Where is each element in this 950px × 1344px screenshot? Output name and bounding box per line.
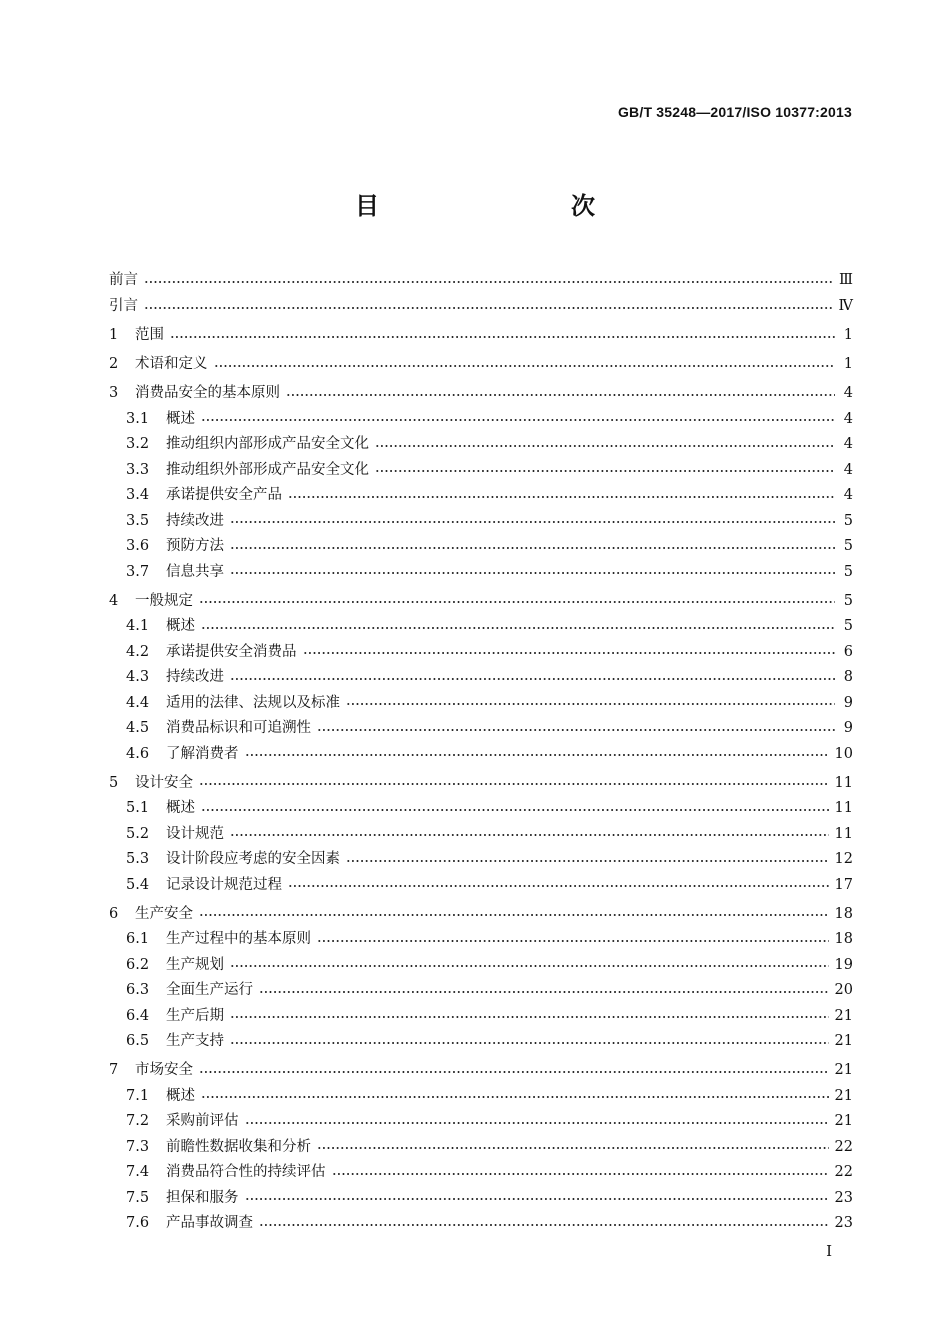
toc-entry[interactable]: [109, 770, 853, 796]
toc-entry-page: 4: [843, 487, 853, 504]
toc-entry-number: 4: [109, 592, 119, 609]
toc-entry-label: 生产规划: [166, 956, 224, 973]
table-of-contents: [109, 267, 853, 1236]
dot-leader: [332, 1173, 829, 1175]
toc-entry-number: 3.3: [126, 461, 150, 478]
toc-entry-page: 21: [834, 1087, 853, 1104]
toc-entry-label: 概述: [166, 1087, 195, 1104]
toc-entry-page: 18: [834, 931, 853, 948]
toc-entry-page: 23: [834, 1189, 853, 1206]
dot-leader: [303, 652, 836, 654]
dot-leader: [317, 1147, 829, 1149]
toc-entry-number: 3: [109, 385, 119, 401]
toc-entry-label: 生产过程中的基本原则: [166, 931, 311, 948]
toc-entry-label: 担保和服务: [166, 1189, 239, 1206]
toc-entry-label: 前瞻性数据收集和分析: [166, 1138, 311, 1155]
dot-leader: [259, 991, 829, 993]
dot-leader: [201, 419, 835, 421]
toc-entry[interactable]: [109, 1057, 853, 1083]
toc-entry-number: 3.6: [126, 538, 150, 555]
toc-entry[interactable]: [109, 1109, 853, 1135]
toc-entry-label: 推动组织外部形成产品安全文化: [166, 461, 369, 478]
dot-leader: [245, 1122, 829, 1124]
toc-entry-label: 术语和定义: [135, 356, 208, 372]
toc-entry-page: 22: [834, 1164, 853, 1181]
dot-leader: [230, 572, 835, 574]
toc-entry-number: 7.6: [126, 1215, 150, 1232]
dot-leader: [199, 1071, 829, 1073]
toc-entry[interactable]: [109, 322, 853, 348]
toc-entry-number: 5: [109, 774, 119, 791]
toc-entry[interactable]: [109, 978, 853, 1004]
toc-entry-label: 采购前评估: [166, 1113, 239, 1130]
toc-entry-page: 20: [834, 982, 853, 999]
toc-entry[interactable]: [109, 457, 853, 483]
toc-entry-number: 4.2: [126, 643, 150, 660]
dot-leader: [317, 729, 835, 731]
dot-leader: [199, 783, 829, 785]
toc-entry-label: 引言: [109, 298, 138, 314]
toc-entry-label: 持续改进: [166, 512, 224, 529]
toc-entry[interactable]: [109, 1029, 853, 1055]
toc-entry-page: 22: [834, 1138, 853, 1155]
dot-leader: [288, 496, 835, 498]
toc-entry-label: 承诺提供安全消费品: [166, 643, 297, 660]
toc-entry-page: 4: [843, 385, 853, 401]
toc-entry-label: 前言: [109, 272, 138, 288]
toc-entry[interactable]: [109, 267, 853, 293]
standard-number: GB/T 35248—2017/ISO 10377:2013: [617, 104, 852, 120]
dot-leader: [317, 940, 829, 942]
toc-entry-number: 7.2: [126, 1113, 150, 1130]
toc-entry-number: 7.4: [126, 1164, 150, 1181]
toc-entry[interactable]: [109, 406, 853, 432]
toc-entry-page: 9: [843, 720, 853, 737]
toc-entry-page: 11: [834, 800, 853, 817]
toc-entry-number: 6: [109, 905, 119, 922]
toc-entry[interactable]: [109, 741, 853, 767]
toc-entry[interactable]: [109, 1003, 853, 1029]
dot-leader: [230, 965, 829, 967]
dot-leader: [230, 547, 835, 549]
toc-entry[interactable]: [109, 293, 853, 319]
toc-entry[interactable]: [109, 559, 853, 585]
dot-leader: [201, 809, 829, 811]
dot-leader: [346, 703, 835, 705]
toc-entry-page: 5: [843, 563, 853, 580]
dot-leader: [245, 754, 829, 756]
toc-entry-label: 消费品符合性的持续评估: [166, 1164, 326, 1181]
toc-entry-label: 了解消费者: [166, 745, 239, 762]
toc-entry-page: 17: [834, 876, 853, 893]
toc-entry-number: 6.1: [126, 931, 150, 948]
toc-entry-label: 消费品标识和可追溯性: [166, 720, 311, 737]
toc-entry-label: 产品事故调查: [166, 1215, 253, 1232]
toc-entry-page: 5: [843, 538, 853, 555]
toc-entry-label: 承诺提供安全产品: [166, 487, 282, 504]
page-number: I: [826, 1242, 832, 1260]
toc-entry-number: 4.4: [126, 694, 150, 711]
toc-entry-number: 4.3: [126, 669, 150, 686]
toc-entry[interactable]: [109, 716, 853, 742]
toc-entry[interactable]: [109, 1134, 853, 1160]
toc-entry-label: 消费品安全的基本原则: [135, 385, 280, 401]
toc-entry-page: 1: [843, 327, 853, 343]
toc-entry-page: 5: [843, 618, 853, 635]
toc-entry-number: 6.2: [126, 956, 150, 973]
dot-leader: [199, 914, 829, 916]
dot-leader: [230, 1016, 829, 1018]
toc-entry-number: 4.5: [126, 720, 150, 737]
toc-entry[interactable]: [109, 1160, 853, 1186]
toc-entry-label: 预防方法: [166, 538, 224, 555]
dot-leader: [245, 1198, 829, 1200]
dot-leader: [214, 365, 836, 367]
toc-entry-number: 3.4: [126, 487, 150, 504]
dot-leader: [230, 678, 835, 680]
toc-entry-number: 5.4: [126, 876, 150, 893]
dot-leader: [144, 281, 833, 283]
toc-entry-page: 11: [834, 825, 853, 842]
toc-entry-number: 6.3: [126, 982, 150, 999]
dot-leader: [346, 860, 829, 862]
dot-leader: [375, 445, 835, 447]
dot-leader: [375, 470, 835, 472]
toc-entry-number: 5.1: [126, 800, 150, 817]
toc-entry-label: 信息共享: [166, 563, 224, 580]
dot-leader: [286, 394, 835, 396]
toc-entry-page: 18: [834, 905, 853, 922]
toc-entry[interactable]: [109, 901, 853, 927]
toc-entry[interactable]: [109, 952, 853, 978]
toc-entry-page: 1: [843, 356, 853, 372]
toc-entry-page: 21: [834, 1007, 853, 1024]
toc-entry-page: 19: [834, 956, 853, 973]
page-title: 目 次: [355, 191, 643, 220]
dot-leader: [230, 834, 829, 836]
dot-leader: [230, 521, 835, 523]
dot-leader: [199, 601, 835, 603]
toc-entry-label: 生产安全: [135, 905, 193, 922]
toc-entry-page: 21: [834, 1062, 853, 1078]
dot-leader: [144, 307, 833, 309]
toc-entry-number: 1: [109, 327, 119, 343]
toc-entry[interactable]: [109, 380, 853, 406]
toc-entry-number: 3.2: [126, 436, 150, 453]
toc-entry-page: 21: [834, 1033, 853, 1050]
dot-leader: [259, 1224, 829, 1226]
toc-entry-label: 设计安全: [135, 774, 193, 791]
toc-entry-number: 3.5: [126, 512, 150, 529]
toc-entry-number: 6.4: [126, 1007, 150, 1024]
toc-entry-label: 概述: [166, 410, 195, 427]
toc-entry-label: 持续改进: [166, 669, 224, 686]
toc-entry[interactable]: [109, 872, 853, 898]
dot-leader: [170, 336, 835, 338]
toc-entry-label: 市场安全: [135, 1062, 193, 1078]
toc-entry-label: 设计阶段应考虑的安全因素: [166, 851, 340, 868]
dot-leader: [230, 1042, 829, 1044]
toc-entry-page: 8: [843, 669, 853, 686]
toc-entry-label: 推动组织内部形成产品安全文化: [166, 436, 369, 453]
toc-entry-number: 5.3: [126, 851, 150, 868]
toc-entry-page: 4: [843, 410, 853, 427]
toc-entry-label: 生产后期: [166, 1007, 224, 1024]
toc-entry-label: 设计规范: [166, 825, 224, 842]
toc-entry[interactable]: [109, 351, 853, 377]
toc-entry-page: 23: [834, 1215, 853, 1232]
toc-entry-number: 5.2: [126, 825, 150, 842]
toc-entry[interactable]: [109, 508, 853, 534]
toc-entry-page: 4: [843, 436, 853, 453]
toc-entry-label: 范围: [135, 327, 164, 343]
toc-entry-number: 7.3: [126, 1138, 150, 1155]
dot-leader: [288, 885, 829, 887]
toc-entry-label: 适用的法律、法规以及标准: [166, 694, 340, 711]
toc-entry-number: 4.1: [126, 618, 150, 635]
toc-entry-page: 6: [843, 643, 853, 660]
toc-entry-page: Ⅲ: [839, 272, 853, 288]
dot-leader: [201, 1096, 829, 1098]
toc-entry-page: 11: [834, 774, 853, 791]
toc-entry-number: 6.5: [126, 1033, 150, 1050]
toc-entry-number: 2: [109, 356, 119, 372]
toc-entry[interactable]: [109, 432, 853, 458]
toc-entry-label: 全面生产运行: [166, 982, 253, 999]
toc-entry[interactable]: [109, 1083, 853, 1109]
toc-entry-page: Ⅳ: [838, 298, 853, 314]
toc-entry-number: 3.7: [126, 563, 150, 580]
toc-entry-number: 3.1: [126, 410, 150, 427]
toc-entry-page: 21: [834, 1113, 853, 1130]
toc-entry-number: 7: [109, 1062, 119, 1078]
toc-entry-label: 概述: [166, 800, 195, 817]
toc-entry-number: 7.1: [126, 1087, 150, 1104]
toc-entry-label: 生产支持: [166, 1033, 224, 1050]
toc-entry[interactable]: [109, 588, 853, 614]
toc-entry-label: 概述: [166, 618, 195, 635]
toc-entry-page: 10: [834, 745, 853, 762]
toc-entry[interactable]: [109, 534, 853, 560]
toc-entry[interactable]: [109, 796, 853, 822]
toc-entry-page: 9: [843, 694, 853, 711]
toc-entry[interactable]: [109, 483, 853, 509]
toc-entry-label: 一般规定: [135, 592, 193, 609]
toc-entry[interactable]: [109, 614, 853, 640]
toc-entry-page: 12: [834, 851, 853, 868]
toc-entry[interactable]: [109, 927, 853, 953]
toc-entry-number: 7.5: [126, 1189, 150, 1206]
toc-entry-page: 4: [843, 461, 853, 478]
toc-entry[interactable]: [109, 821, 853, 847]
toc-entry-page: 5: [843, 512, 853, 529]
toc-entry[interactable]: [109, 847, 853, 873]
toc-entry-page: 5: [843, 592, 853, 609]
toc-entry-label: 记录设计规范过程: [166, 876, 282, 893]
toc-entry[interactable]: [109, 639, 853, 665]
dot-leader: [201, 627, 835, 629]
toc-entry[interactable]: [109, 665, 853, 691]
toc-entry[interactable]: [109, 690, 853, 716]
toc-entry-number: 4.6: [126, 745, 150, 762]
toc-entry[interactable]: [109, 1185, 853, 1211]
toc-entry[interactable]: [109, 1211, 853, 1237]
